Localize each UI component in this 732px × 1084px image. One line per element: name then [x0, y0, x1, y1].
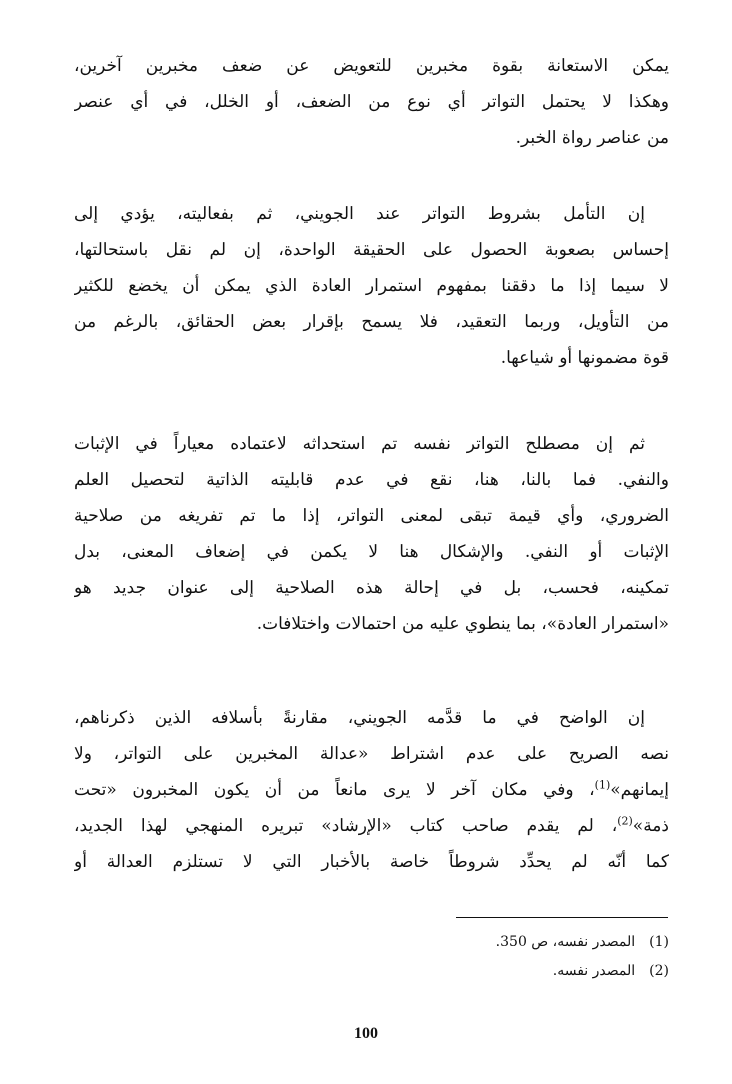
text-line: قوة مضمونها أو شياعها. — [500, 348, 669, 368]
footnote-text: المصدر نفسه. — [552, 963, 636, 979]
text-line: وهكذا لا يحتمل التواتر أي نوع من الضعف، أو الخلل، في أي عنصر — [74, 92, 669, 112]
paragraph-3 — [74, 426, 669, 642]
text-fragment: ، لم يقدم صاحب كتاب «الإرشاد» تبريره المنهجي لهذا الجديد، — [74, 816, 618, 836]
text-line: والنفي. فما بالنا، هنا، نقع في عدم قابليته الذاتية لتحصيل العلم — [74, 470, 669, 490]
text-line: إن التأمل بشروط التواتر عند الجويني، ثم بفعاليته، يؤدي إلى — [74, 204, 645, 224]
text-fragment: إيمانهم» — [610, 780, 669, 800]
text-fragment: ، وفي مكان آخر لا يرى مانعاً من أن يكون المخبرون «تحت — [74, 780, 595, 800]
text-line: من التأويل، وربما التعقيد، فلا يسمح بإقرار بعض الحقائق، بالرغم من — [74, 312, 669, 332]
footnote-number: (1) — [649, 934, 669, 950]
text-line — [74, 772, 669, 808]
footnote-item — [74, 928, 669, 957]
paragraph-4 — [74, 700, 669, 880]
footnote-reference[interactable]: (1) — [594, 778, 611, 792]
text-line: «استمرار العادة»، بما ينطوي عليه من احتمالات واختلافات. — [256, 614, 669, 634]
text-line: من عناصر رواة الخبر. — [515, 128, 669, 148]
text-line: لا سيما إذا ما دققنا بمفهوم استمرار العادة الذي يمكن أن يخضع للكثير — [74, 276, 669, 296]
text-line: إن الواضح في ما قدَّمه الجويني، مقارنةً بأسلافه الذين ذكرناهم، — [74, 708, 645, 728]
footnote-divider — [456, 917, 668, 918]
text-line: كما أنّه لم يحدِّد شروطاً خاصة بالأخبار التي لا تستلزم العدالة أو — [74, 852, 669, 872]
paragraph-2 — [74, 196, 669, 376]
text-line: ثم إن مصطلح التواتر نفسه تم استحداثه لاعتماده معياراً في الإثبات — [74, 434, 645, 454]
text-line: يمكن الاستعانة بقوة مخبرين للتعويض عن ضعف مخبرين آخرين، — [74, 56, 669, 76]
footnotes — [74, 928, 669, 986]
text-line: نصه الصريح على عدم اشتراط «عدالة المخبرين على التواتر، ولا — [74, 744, 669, 764]
text-line: تمكينه، فحسب، بل في إحالة هذه الصلاحية إلى عنوان جديد هو — [74, 578, 669, 598]
text-line: الضروري، وأي قيمة تبقى لمعنى التواتر، إذا ما تم تفريغه من صلاحية — [74, 506, 669, 526]
page-number: 100 — [354, 1025, 378, 1042]
footnote-item — [74, 957, 669, 986]
text-line: الإثبات أو النفي. والإشكال هنا لا يكمن في إضعاف المعنى، بدل — [74, 542, 669, 562]
footnote-text: المصدر نفسه، ص 350. — [495, 934, 636, 950]
footnote-number: (2) — [649, 963, 669, 979]
text-line: إحساس بصعوبة الحصول على الحقيقة الواحدة، إن لم نقل باستحالتها، — [74, 240, 669, 260]
text-fragment: ذمة» — [632, 816, 669, 836]
footnote-reference[interactable]: (2) — [617, 814, 633, 828]
paragraph-1 — [74, 48, 669, 156]
text-line — [74, 808, 669, 844]
